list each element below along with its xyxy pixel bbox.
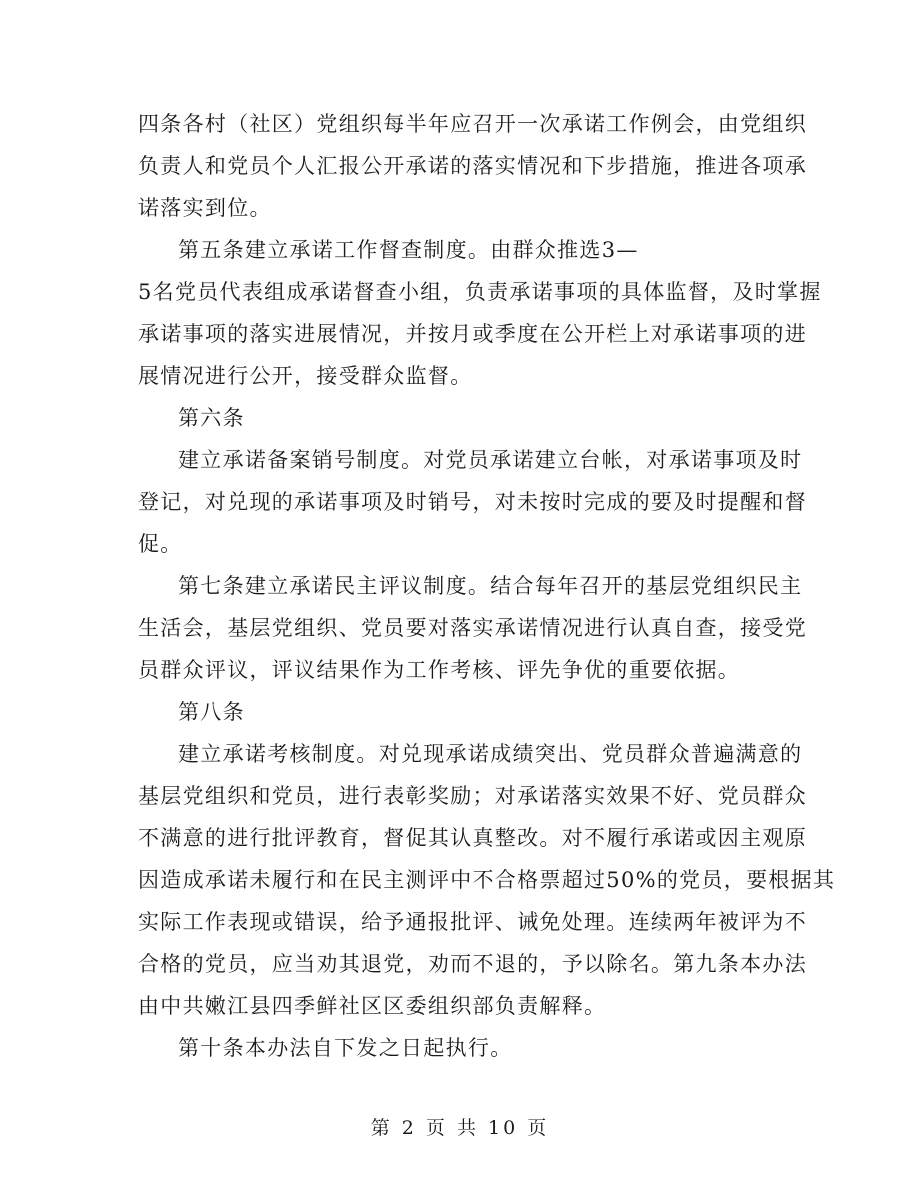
text-line: 由中共嫩江县四季鲜社区区委组织部负责解释。	[138, 994, 607, 1018]
text-line: 展情况进行公开，接受群众监督。	[138, 364, 473, 388]
text-line: 建立承诺考核制度。对兑现承诺成绩突出、党员群众普遍满意的	[178, 742, 803, 766]
document-body	[138, 103, 836, 1069]
text-line: 建立承诺备案销号制度。对党员承诺建立台帐，对承诺事项及时	[178, 448, 803, 472]
page-number-footer: 第 2 页 共 10 页	[370, 1117, 550, 1139]
article-heading: 第六条	[178, 406, 245, 430]
text-line: 不满意的进行批评教育，督促其认真整改。对不履行承诺或因主观原	[138, 826, 807, 850]
text-line: 四条各村（社区）党组织每半年应召开一次承诺工作例会，由党组织	[138, 112, 807, 136]
text-line: 第七条建立承诺民主评议制度。结合每年召开的基层党组织民主	[178, 574, 803, 598]
text-line: 第五条建立承诺工作督查制度。由群众推选3—	[178, 238, 639, 262]
text-line: 合格的党员，应当劝其退党，劝而不退的，予以除名。第九条本办法	[138, 952, 807, 976]
text-line: 因造成承诺未履行和在民主测评中不合格票超过50%的党员，要根据其	[138, 868, 836, 892]
text-line: 诺落实到位。	[138, 196, 272, 220]
text-line: 登记，对兑现的承诺事项及时销号，对未按时完成的要及时提醒和督	[138, 490, 807, 514]
text-line: 基层党组织和党员，进行表彰奖励；对承诺落实效果不好、党员群众	[138, 784, 807, 808]
text-line: 生活会，基层党组织、党员要对落实承诺情况进行认真自查，接受党	[138, 616, 807, 640]
text-line: 实际工作表现或错误，给予通报批评、诫免处理。连续两年被评为不	[138, 910, 807, 934]
text-line: 承诺事项的落实进展情况，并按月或季度在公开栏上对承诺事项的进	[138, 322, 807, 346]
text-line: 负责人和党员个人汇报公开承诺的落实情况和下步措施，推进各项承	[138, 154, 807, 178]
text-line: 5名党员代表组成承诺督查小组，负责承诺事项的具体监督，及时掌握	[138, 280, 822, 304]
text-line: 促。	[138, 532, 183, 556]
text-line: 第十条本办法自下发之日起执行。	[178, 1036, 513, 1060]
article-heading: 第八条	[178, 700, 245, 724]
text-line: 员群众评议，评议结果作为工作考核、评先争优的重要依据。	[138, 658, 741, 682]
